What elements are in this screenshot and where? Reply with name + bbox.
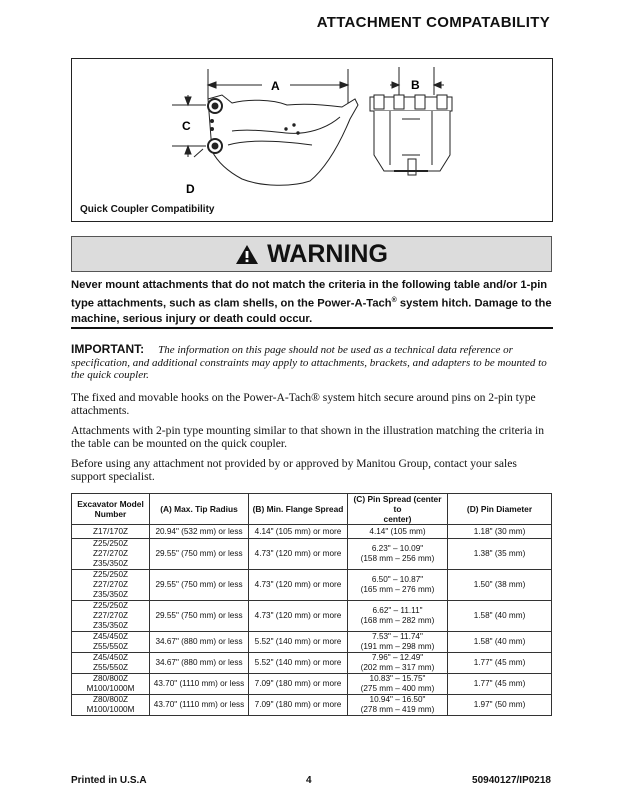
cell-pin-spread: 4.14" (105 mm) — [348, 525, 448, 539]
paragraph-mounting: Attachments with 2-pin type mounting similar to that shown in the illustration matching the criteria in the table can be mounted on the quick coupler. — [71, 424, 545, 450]
cell-pin-spread: 6.62" – 11.11" (168 mm – 282 mm) — [348, 601, 448, 632]
footer-printed: Printed in U.S.A — [71, 775, 147, 786]
table-row — [72, 674, 552, 695]
cell-pin-diameter: 1.38" (35 mm) — [448, 539, 552, 570]
cell-pin-diameter: 1.77" (45 mm) — [448, 653, 552, 674]
important-note — [71, 343, 553, 382]
cell-model: Z80/800Z M100/1000M — [72, 695, 150, 716]
cell-flange-spread: 4.73" (120 mm) or more — [249, 601, 348, 632]
table-row — [72, 570, 552, 601]
divider-rule — [71, 327, 553, 329]
cell-pin-diameter: 1.58" (40 mm) — [448, 632, 552, 653]
cell-model: Z25/250Z Z27/270Z Z35/350Z — [72, 539, 150, 570]
dimension-b-label: B — [411, 78, 420, 92]
page-title: ATTACHMENT COMPATABILITY — [316, 14, 550, 31]
header-model: Excavator Model Number — [72, 494, 150, 525]
cell-model: Z25/250Z Z27/270Z Z35/350Z — [72, 601, 150, 632]
header-tip-radius: (A) Max. Tip Radius — [150, 494, 249, 525]
table-row — [72, 695, 552, 716]
cell-tip-radius: 43.70" (1110 mm) or less — [150, 674, 249, 695]
cell-pin-spread: 6.23" – 10.09" (158 mm – 256 mm) — [348, 539, 448, 570]
header-pin-spread: (C) Pin Spread (center to center) — [348, 494, 448, 525]
registered-mark: ® — [391, 297, 397, 304]
table-header-row — [72, 494, 552, 525]
cell-pin-spread: 7.53" – 11.74" (191 mm – 298 mm) — [348, 632, 448, 653]
footer-doc-number: 50940127/IP0218 — [472, 775, 551, 786]
table-row — [72, 601, 552, 632]
cell-model: Z45/450Z Z55/550Z — [72, 653, 150, 674]
warning-text-part1: Never mount attachments that do not match the criteria in the following table and/or 1-pin type attachments, such as clam shells, on the Power-A-Tach — [71, 279, 548, 310]
cell-flange-spread: 4.14" (105 mm) or more — [249, 525, 348, 539]
warning-text — [71, 278, 553, 327]
figure-caption: Quick Coupler Compatibility — [80, 204, 215, 215]
cell-pin-spread: 10.94" – 16.50" (278 mm – 419 mm) — [348, 695, 448, 716]
important-text: The information on this page should not be used as a technical data reference or specification, and additional constraints may apply to attachments, brackets, and adapters to be mounted to the quick coupler. — [71, 344, 547, 381]
cell-flange-spread: 7.09" (180 mm) or more — [249, 695, 348, 716]
cell-pin-diameter: 1.58" (40 mm) — [448, 601, 552, 632]
cell-model: Z80/800Z M100/1000M — [72, 674, 150, 695]
dimension-a-label: A — [271, 79, 280, 93]
cell-model: Z45/450Z Z55/550Z — [72, 632, 150, 653]
warning-title: WARNING — [267, 239, 388, 268]
cell-pin-diameter: 1.97" (50 mm) — [448, 695, 552, 716]
cell-pin-spread: 7.96" – 12.49" (202 mm – 317 mm) — [348, 653, 448, 674]
cell-flange-spread: 5.52" (140 mm) or more — [249, 632, 348, 653]
table-row — [72, 525, 552, 539]
header-pin-diameter: (D) Pin Diameter — [448, 494, 552, 525]
quick-coupler-illustration — [72, 59, 552, 221]
footer-page-number: 4 — [306, 775, 312, 786]
bucket-side-view — [172, 69, 358, 185]
cell-model: Z17/170Z — [72, 525, 150, 539]
cell-tip-radius: 43.70" (1110 mm) or less — [150, 695, 249, 716]
cell-pin-diameter: 1.50" (38 mm) — [448, 570, 552, 601]
compatibility-table — [71, 493, 552, 716]
warning-text-part2: system hitch. Damage to the machine, serious injury or death could occur. — [71, 297, 552, 325]
cell-pin-diameter: 1.77" (45 mm) — [448, 674, 552, 695]
cell-pin-diameter: 1.18" (30 mm) — [448, 525, 552, 539]
dimension-c-label: C — [182, 119, 191, 133]
quick-coupler-figure — [71, 58, 553, 222]
cell-flange-spread: 4.73" (120 mm) or more — [249, 570, 348, 601]
cell-flange-spread: 7.09" (180 mm) or more — [249, 674, 348, 695]
cell-tip-radius: 34.67" (880 mm) or less — [150, 653, 249, 674]
paragraph-hooks: The fixed and movable hooks on the Power-A-Tach® system hitch secure around pins on 2-pin type attachments. — [71, 391, 536, 417]
table-row — [72, 632, 552, 653]
cell-pin-spread: 10.83" – 15.75" (275 mm – 400 mm) — [348, 674, 448, 695]
warning-banner — [71, 236, 552, 272]
paragraph-contact: Before using any attachment not provided by or approved by Manitou Group, contact your sales support specialist. — [71, 457, 517, 483]
table-row — [72, 539, 552, 570]
important-label: IMPORTANT: — [71, 342, 145, 356]
cell-tip-radius: 29.55" (750 mm) or less — [150, 539, 249, 570]
header-flange-spread: (B) Min. Flange Spread — [249, 494, 348, 525]
cell-tip-radius: 34.67" (880 mm) or less — [150, 632, 249, 653]
dimension-d-label: D — [186, 182, 195, 196]
cell-pin-spread: 6.50" – 10.87" (165 mm – 276 mm) — [348, 570, 448, 601]
cell-flange-spread: 5.52" (140 mm) or more — [249, 653, 348, 674]
cell-tip-radius: 20.94" (532 mm) or less — [150, 525, 249, 539]
cell-tip-radius: 29.55" (750 mm) or less — [150, 601, 249, 632]
cell-model: Z25/250Z Z27/270Z Z35/350Z — [72, 570, 150, 601]
table-row — [72, 653, 552, 674]
warning-triangle-icon — [235, 244, 259, 265]
cell-tip-radius: 29.55" (750 mm) or less — [150, 570, 249, 601]
cell-flange-spread: 4.73" (120 mm) or more — [249, 539, 348, 570]
